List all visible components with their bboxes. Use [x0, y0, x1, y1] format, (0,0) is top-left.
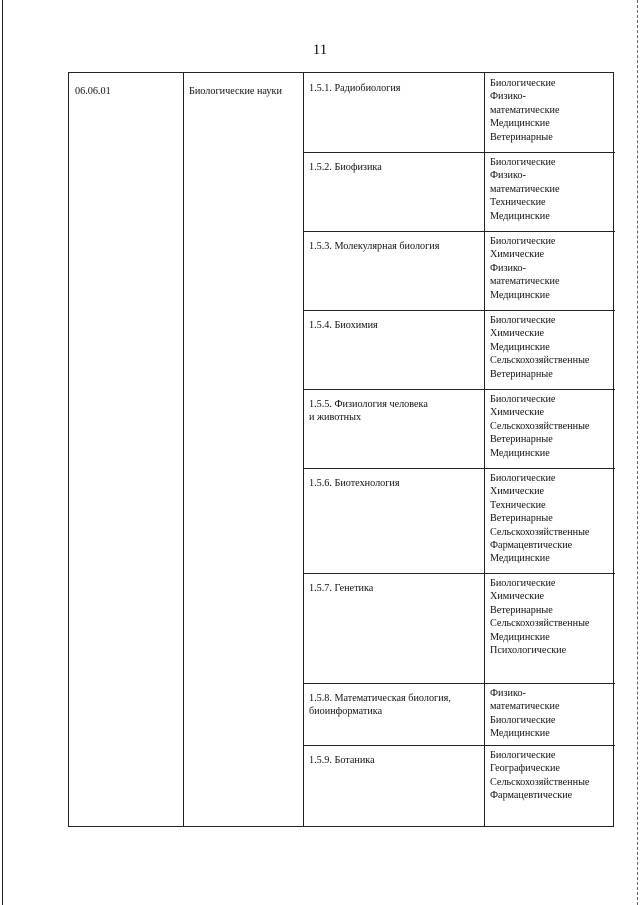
- science-branch: Медицинские: [490, 118, 550, 130]
- row-divider: [303, 683, 615, 684]
- science-branch: Сельскохозяйственные: [490, 526, 590, 538]
- column-divider: [183, 73, 184, 826]
- science-branch: математические: [490, 701, 560, 713]
- science-branches-cell: [490, 472, 614, 566]
- science-branch: Ветеринарные: [490, 604, 553, 616]
- science-branch: Физико-: [490, 91, 526, 103]
- science-branch: Медицинские: [490, 631, 550, 643]
- specialty-line: 1.5.4. Биохимия: [309, 320, 378, 331]
- specialty-cell: [309, 161, 484, 174]
- specialty-cell: [309, 692, 484, 719]
- specialty-line: 1.5.2. Биофизика: [309, 162, 382, 173]
- science-branches-cell: [490, 749, 614, 803]
- science-branches-cell: [490, 235, 614, 302]
- science-branch: Ветеринарные: [490, 434, 553, 446]
- science-branch: Биологические: [490, 473, 556, 484]
- scan-right-edge: [637, 0, 638, 905]
- science-branch: математические: [490, 104, 560, 116]
- row-divider: [303, 389, 615, 390]
- column-divider: [484, 73, 485, 826]
- specialty-line: 1.5.5. Физиология человека: [309, 399, 428, 410]
- science-branch: Физико-: [490, 170, 526, 182]
- science-branch: Медицинские: [490, 210, 550, 222]
- science-branch: Химические: [490, 328, 545, 340]
- science-branch: Биологические: [490, 394, 556, 405]
- science-branch: Медицинские: [490, 341, 550, 353]
- science-branch: Биологические: [490, 236, 556, 247]
- science-branch: Медицинские: [490, 447, 550, 459]
- row-divider: [303, 310, 615, 311]
- code-cell: 06.06.01: [75, 86, 111, 97]
- science-branch: Ветеринарные: [490, 513, 553, 525]
- science-branch: математические: [490, 276, 560, 288]
- specialty-line: 1.5.3. Молекулярная биология: [309, 241, 440, 252]
- science-branch: Биологические: [490, 714, 556, 726]
- science-branches-cell: [490, 393, 614, 460]
- science-branch: Фармацевтические: [490, 790, 573, 802]
- science-branch: Химические: [490, 407, 545, 419]
- row-divider: [303, 468, 615, 469]
- specialty-line: 1.5.1. Радиобиология: [309, 83, 401, 94]
- specialty-line: и животных: [309, 412, 362, 424]
- science-branch: Технические: [490, 197, 546, 209]
- specialty-line: 1.5.7. Генетика: [309, 583, 374, 594]
- science-branch: Химические: [490, 591, 545, 603]
- specialties-table: [68, 72, 614, 827]
- specialty-cell: [309, 398, 484, 425]
- science-branch: Физико-: [490, 688, 526, 699]
- field-cell: Биологические науки: [189, 86, 282, 97]
- science-branches-cell: [490, 77, 614, 144]
- science-branch: Химические: [490, 249, 545, 261]
- science-branches-cell: [490, 314, 614, 381]
- science-branch: Ветеринарные: [490, 131, 553, 143]
- science-branch: Сельскохозяйственные: [490, 776, 590, 788]
- row-divider: [303, 231, 615, 232]
- science-branch: Ветеринарные: [490, 368, 553, 380]
- science-branches-cell: [490, 687, 614, 741]
- science-branch: Географические: [490, 763, 560, 775]
- science-branch: Сельскохозяйственные: [490, 618, 590, 630]
- science-branch: Медицинские: [490, 728, 550, 740]
- specialty-cell: [309, 477, 484, 490]
- science-branch: Технические: [490, 499, 546, 511]
- scan-left-edge: [2, 0, 3, 905]
- specialty-cell: [309, 754, 484, 767]
- specialty-line: 1.5.8. Математическая биология,: [309, 693, 451, 704]
- specialty-cell: [309, 240, 484, 253]
- specialty-line: 1.5.6. Биотехнология: [309, 478, 400, 489]
- science-branch: Биологические: [490, 750, 556, 761]
- science-branch: Медицинские: [490, 289, 550, 301]
- science-branch: Медицинские: [490, 553, 550, 565]
- science-branch: Химические: [490, 486, 545, 498]
- science-branches-cell: [490, 577, 614, 657]
- specialty-cell: [309, 82, 484, 95]
- page-number: 11: [312, 42, 328, 58]
- row-divider: [303, 152, 615, 153]
- specialty-cell: [309, 582, 484, 595]
- science-branch: Сельскохозяйственные: [490, 355, 590, 367]
- specialty-line: 1.5.9. Ботаника: [309, 755, 375, 766]
- column-divider: [303, 73, 304, 826]
- science-branches-cell: [490, 156, 614, 223]
- science-branch: Психологические: [490, 645, 567, 657]
- specialty-cell: [309, 319, 484, 332]
- science-branch: Биологические: [490, 315, 556, 326]
- science-branch: Биологические: [490, 578, 556, 589]
- science-branch: математические: [490, 183, 560, 195]
- specialty-line: биоинформатика: [309, 706, 383, 718]
- science-branch: Биологические: [490, 157, 556, 168]
- science-branch: Физико-: [490, 262, 526, 274]
- science-branch: Биологические: [490, 78, 556, 89]
- row-divider: [303, 745, 615, 746]
- row-divider: [303, 573, 615, 574]
- science-branch: Сельскохозяйственные: [490, 420, 590, 432]
- science-branch: Фармацевтические: [490, 540, 573, 552]
